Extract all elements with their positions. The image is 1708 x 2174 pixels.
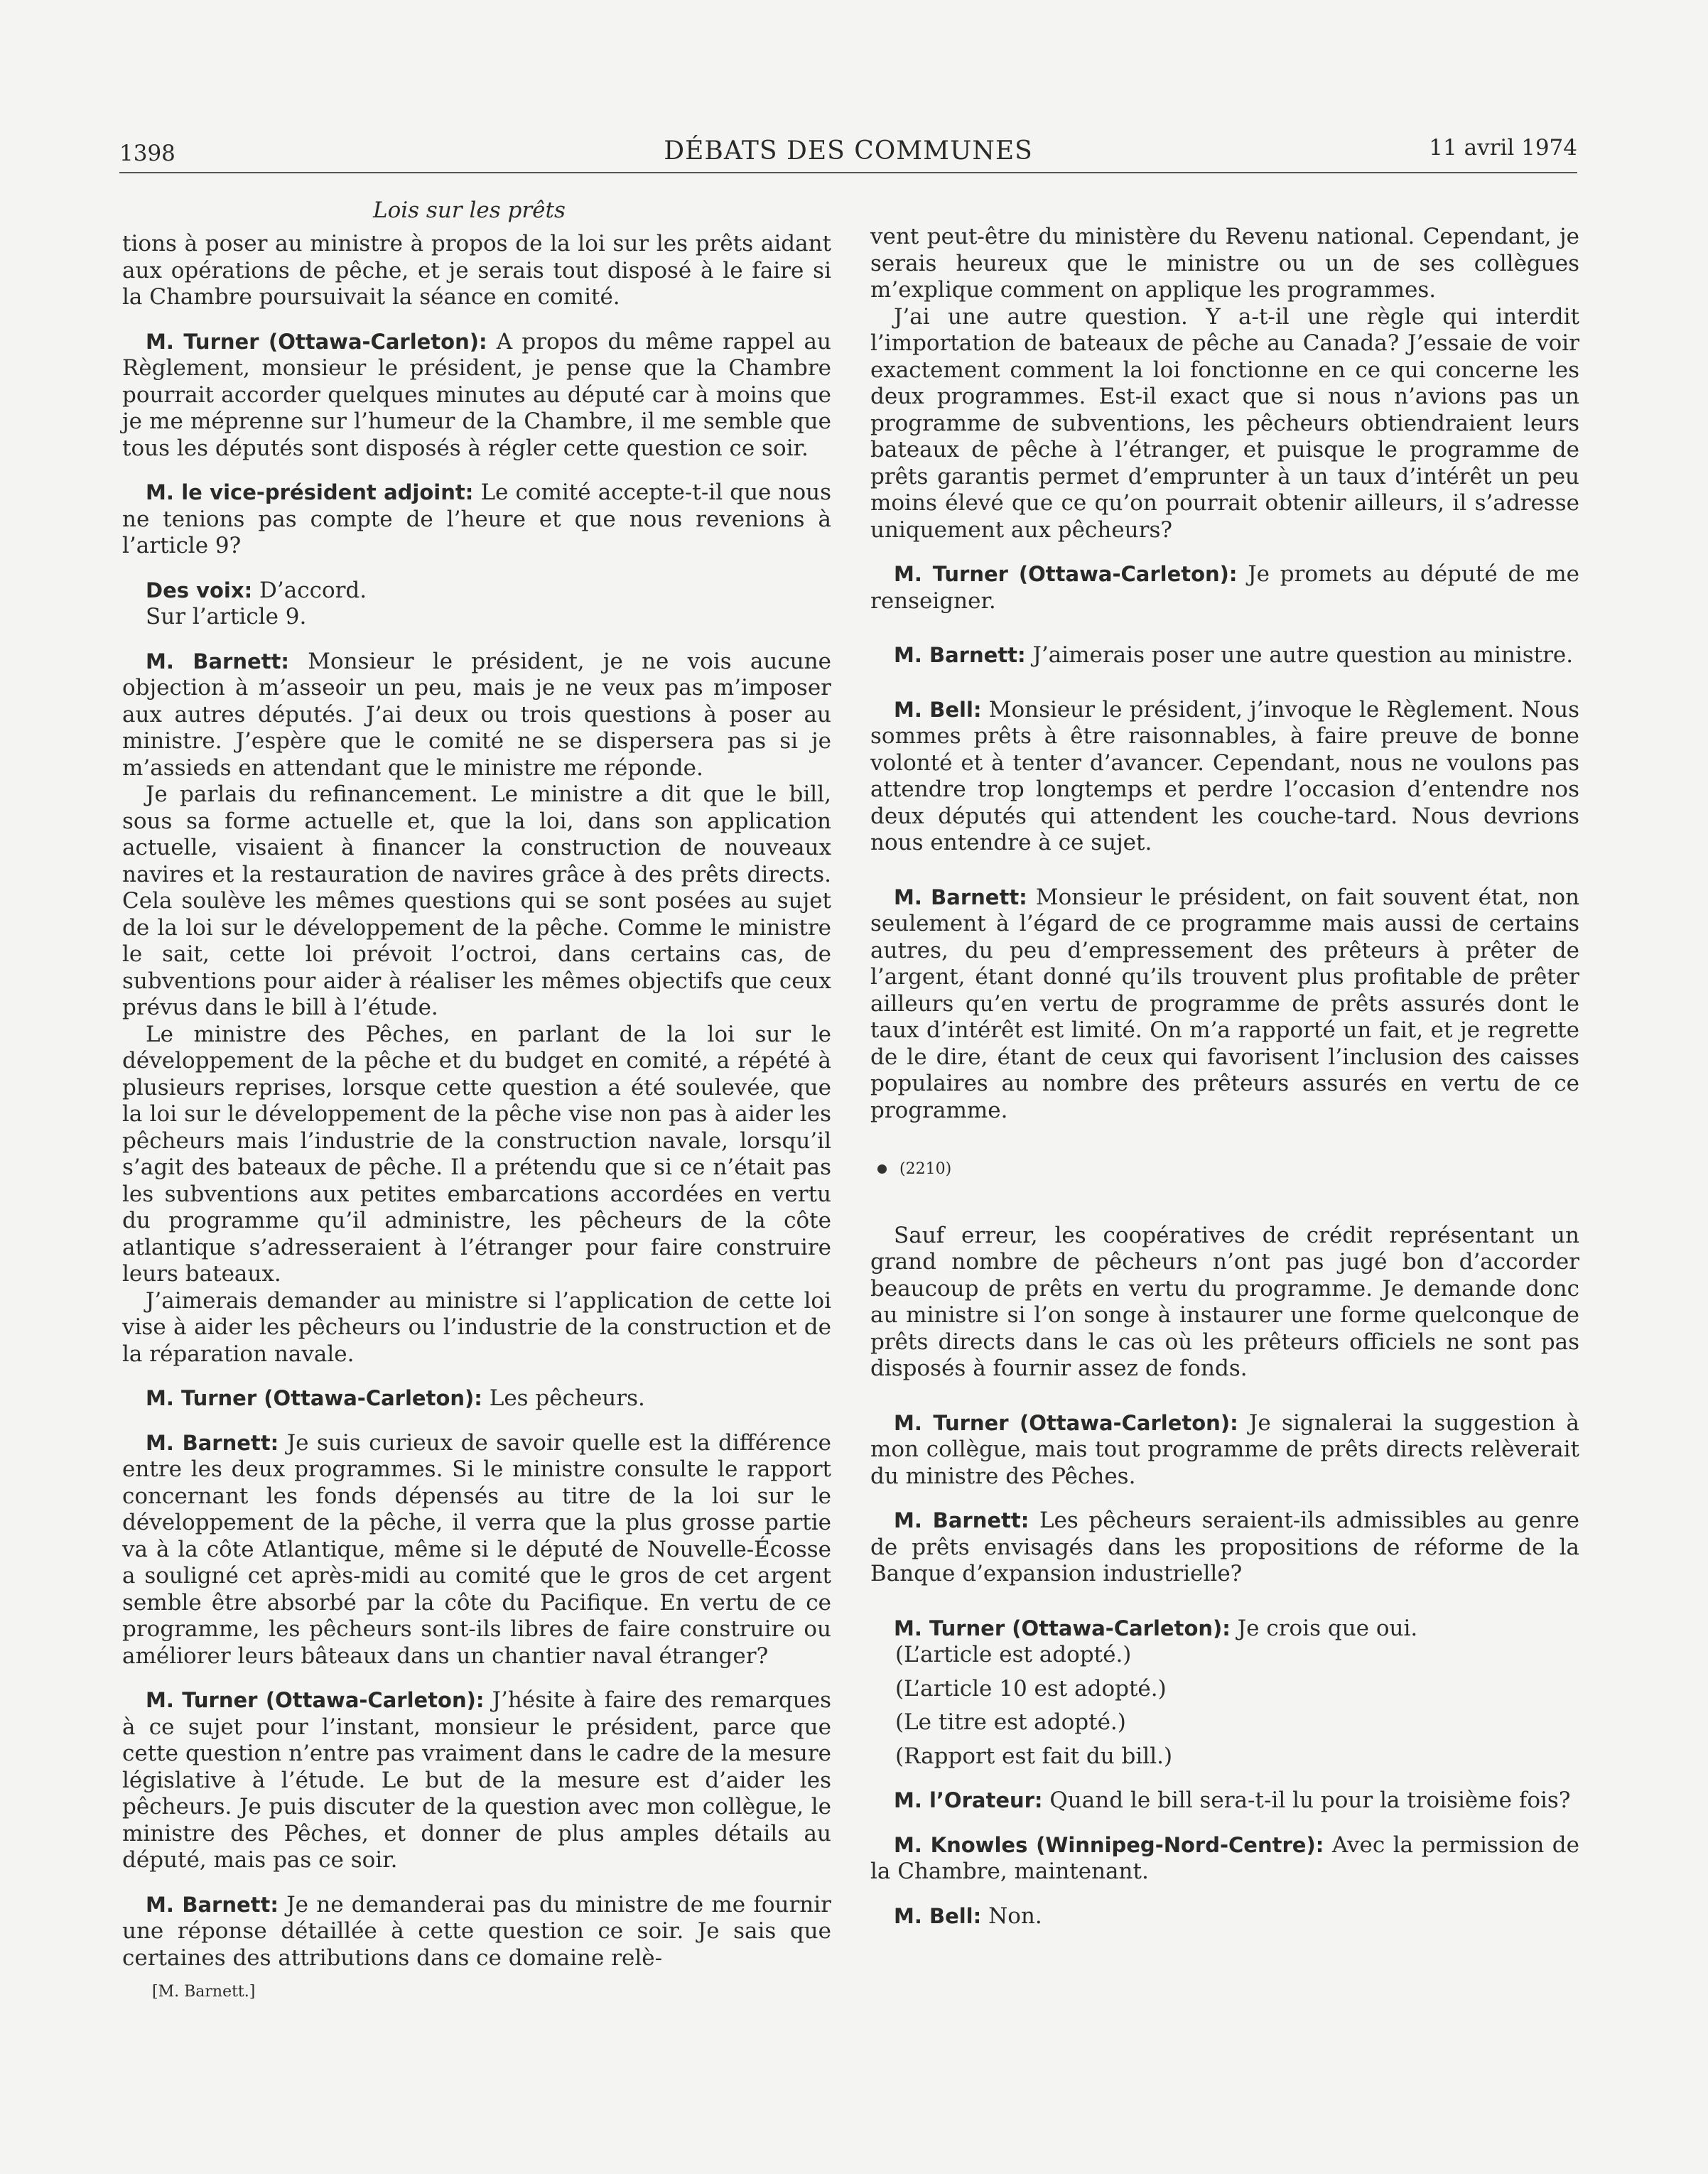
speaker-name: M. Turner (Ottawa-Carleton): [894,1616,1231,1640]
speaker-name: M. Barnett: [146,649,289,674]
speech [122,649,831,782]
publication-title: DÉBATS DES COMMUNES [664,136,1033,166]
procedural-note: (L’article 10 est adopté.) [895,1675,1167,1702]
speech-text: Non. [981,1903,1042,1929]
speaker-name: Des voix: [146,578,253,602]
speech [870,1616,1579,1643]
speech [122,1385,831,1412]
paragraph: Sauf erreur, les coopératives de crédit représentant un grand nombre de pêcheurs n’ont pas jugé bon d’accorder beaucoup de prêts en vertu du programme. Je demande donc au ministre si l’on songe à instaurer une forme quelconque de prêts directs dans le cas où les prêteurs officiels ne sont pas disposés à fournir assez de fonds. [870,1222,1579,1381]
speech-text: Les pêcheurs. [482,1385,645,1411]
timestamp-marker [877,1156,1579,1183]
speaker-name: M. Turner (Ottawa-Carleton): [894,1410,1238,1435]
speaker-name: M. Barnett: [894,643,1026,667]
speech [122,480,831,560]
speech-text: D’accord. [252,577,367,603]
speech-text: Le comité accepte-t-il que nous ne tenions pas compte de l’heure et que nous revenions à l’article 9? [122,480,831,558]
speaker-name: M. Turner (Ottawa-Carleton): [146,329,487,354]
procedural-note: Sur l’article 9. [146,604,307,629]
speech [870,642,1579,669]
speaker-name: M. Knowles (Winnipeg-Nord-Centre): [894,1832,1324,1857]
speech-text: Je promets au député de me renseigner. [870,561,1580,614]
speech-text: Je crois que oui. [1230,1615,1418,1641]
procedural-note: (Le titre est adopté.) [895,1709,1126,1735]
speaker-name: M. l’Orateur: [894,1788,1043,1812]
left-column [122,231,831,2006]
speech-text: Les pêcheurs seraient-ils admissibles au genre de prêts envisagés dans les propositions de réforme de la Banque d’expansion industrielle? [870,1508,1579,1586]
speech-text: Je signalerai la suggestion à mon collègue, mais tout programme de prêts directs relèverait du ministre des Pêches. [870,1410,1579,1489]
speech [870,885,1579,1125]
subject-heading: Lois sur les prêts [373,198,566,223]
right-column [870,224,1579,1930]
running-header [119,135,1577,173]
speech [122,1892,831,1972]
speech [122,578,831,605]
speaker-name: M. Bell: [894,1903,982,1928]
issue-date: 11 avril 1974 [1429,135,1577,161]
speech-text: J’aimerais poser une autre question au ministre. [1025,642,1574,668]
speaker-name: M. Turner (Ottawa-Carleton): [894,562,1238,586]
speech-text: J’hésite à faire des remarques à ce sujet pour l’instant, monsieur le président, parce que cette question n’entre pas vraiment dans le cadre de la mesure législative à l’étude. Le but de la mesure est d’aider les pêcheurs. Je puis discuter de la question avec mon collègue, le ministre des Pêches, et donner de plus amples détails au député, mais pas ce soir. [122,1687,831,1873]
speech [870,1832,1579,1886]
bullet-icon [877,1164,887,1174]
speaker-name: M. Barnett: [894,1508,1029,1532]
page-number: 1398 [119,141,175,166]
speech-text: A propos du même rappel au Règlement, monsieur le président, je pense que la Chambre pourrait accorder quelques minutes au député car à moins que je me méprenne sur l’humeur de la Chambre, il me semble que tous les députés sont disposés à régler cette question ce soir. [122,328,831,461]
speech [122,329,831,463]
speaker-name: M. Barnett: [146,1892,279,1917]
speaker-name: M. Barnett: [146,1430,279,1455]
speech [870,1410,1579,1491]
speaker-name: M. Turner (Ottawa-Carleton): [146,1688,485,1712]
speech-text: Quand le bill sera-t-il lu pour la troisième fois? [1042,1788,1571,1813]
paragraph: Je parlais du refinancement. Le ministre a dit que le bill, sous sa forme actuelle et, que la loi, dans son application actuelle, visaient à financer la construction de nouveaux navires et la restauration de navires grâce à des prêts directs. Cela soulève les mêmes questions qui se sont posées au sujet de la loi sur le développement de la pêche. Comme le ministre le sait, cette loi prévoit l’octroi, dans certains cas, de subventions pour aider à réaliser les mêmes objectifs que ceux prévus dans le bill à l’étude. [122,782,831,1020]
continued-paragraph: tions à poser au ministre à propos de la loi sur les prêts aidant aux opérations de pêche, et je serais tout disposé à le faire si la Chambre poursuivait la séance en comité. [122,231,831,310]
continued-paragraph: vent peut-être du ministère du Revenu national. Cependant, je serais heureux que le ministre ou un de ses collègues m’explique comment on applique les programmes. [870,224,1579,303]
timestamp: (2210) [899,1160,952,1178]
paragraph: J’ai une autre question. Y a-t-il une règle qui interdit l’importation de bateaux de pêche au Canada? J’essaie de voir exactement comment la loi fonctionne en ce qui concerne les deux programmes. Est-il exact que si nous n’avions pas un programme de subventions, les pêcheurs obtiendraient leurs bateaux de pêche à l’étranger, et puisque le programme de prêts garantis permet d’emprunter à un taux d’intérêt un peu moins élevé que ce qu’on pourrait obtenir ailleurs, il s’adresse uniquement aux pêcheurs? [870,303,1579,543]
speech [122,1430,831,1670]
speech [870,697,1579,857]
speech [870,1903,1579,1930]
speech-text: Je ne demanderai pas du ministre de me fournir une réponse détaillée à cette question ce soir. Je sais que certaines des attributions dans ce domaine relè- [122,1891,831,1971]
speaker-name: M. le vice-président adjoint: [146,480,474,504]
speaker-name: M. Turner (Ottawa-Carleton): [146,1386,482,1410]
speech-text: Monsieur le président, je ne vois aucune objection à m’asseoir un peu, mais je ne veux pas m’imposer aux autres députés. J’ai deux ou trois questions à poser au ministre. J’espère que le comité ne se dispersera pas si je m’assieds en attendant que le ministre me réponde. [122,648,831,781]
speech [870,561,1579,615]
procedural-note: (Rapport est fait du bill.) [895,1743,1173,1769]
speech-text: Je suis curieux de savoir quelle est la différence entre les deux programmes. Si le ministre consulte le rapport concernant les fonds dépensés au titre de la loi sur le développement de la pêche, il verra que la plus grosse partie va à la côte Atlantique, même si le député de Nouvelle-Écosse a souligné cet après-midi au comité que le gros de cet argent semble être absorbé par la côte du Pacifique. En vertu de ce programme, les pêcheurs sont-ils libres de faire construire ou améliorer leurs bâteaux dans un chantier naval étranger? [122,1429,831,1669]
procedural-note: (L’article est adopté.) [895,1642,1132,1667]
speech [870,1508,1579,1588]
speech [122,1687,831,1874]
speaker-name: M. Bell: [894,697,982,722]
speech [870,1788,1579,1815]
speech-text: Avec la permission de la Chambre, maintenant. [870,1832,1579,1884]
speaker-name: M. Barnett: [894,885,1027,909]
speaker-footnote: [M. Barnett.] [152,1983,256,2001]
paragraph: Le ministre des Pêches, en parlant de la loi sur le développement de la pêche et du budget en comité, a répété à plusieurs reprises, lorsque cette question a été soulevée, que la loi sur le développement de la pêche vise non pas à aider les pêcheurs mais l’industrie de la construction navale, lorsqu’il s’agit des bateaux de pêche. Il a prétendu que si ce n’était pas les subventions aux petites embarcations accordées en vertu du programme qu’il administre, les pêcheurs de la côte atlantique s’adresseraient à l’étranger pour faire construire leurs bateaux. [122,1021,831,1287]
speech-text: Monsieur le président, on fait souvent état, non seulement à l’égard de ce programme mais aussi de certains autres, du peu d’empressement des prêteurs à prêter de l’argent, étant donné qu’ils trouvent plus profitable de prêter ailleurs qu’en vertu de programme de prêts assurés dont le taux d’intérêt est limité. On m’a rapporté un fait, et je regrette de le dire, étant de ceux qui favorisent l’inclusion des caisses populaires au nombre des prêteurs assurés en vertu de ce programme. [870,884,1579,1123]
speech-text: Monsieur le président, j’invoque le Règlement. Nous sommes prêts à être raisonnables, à faire preuve de bonne volonté et à tenter d’avancer. Cependant, nous ne voulons pas attendre trop longtemps et perdre l’occasion d’entendre nos deux députés qui attendent les couche-tard. Nous devrions nous entendre à ce sujet. [870,696,1579,855]
paragraph: J’aimerais demander au ministre si l’application de cette loi vise à aider les pêcheurs ou l’industrie de la construction et de la réparation navale. [122,1287,831,1367]
